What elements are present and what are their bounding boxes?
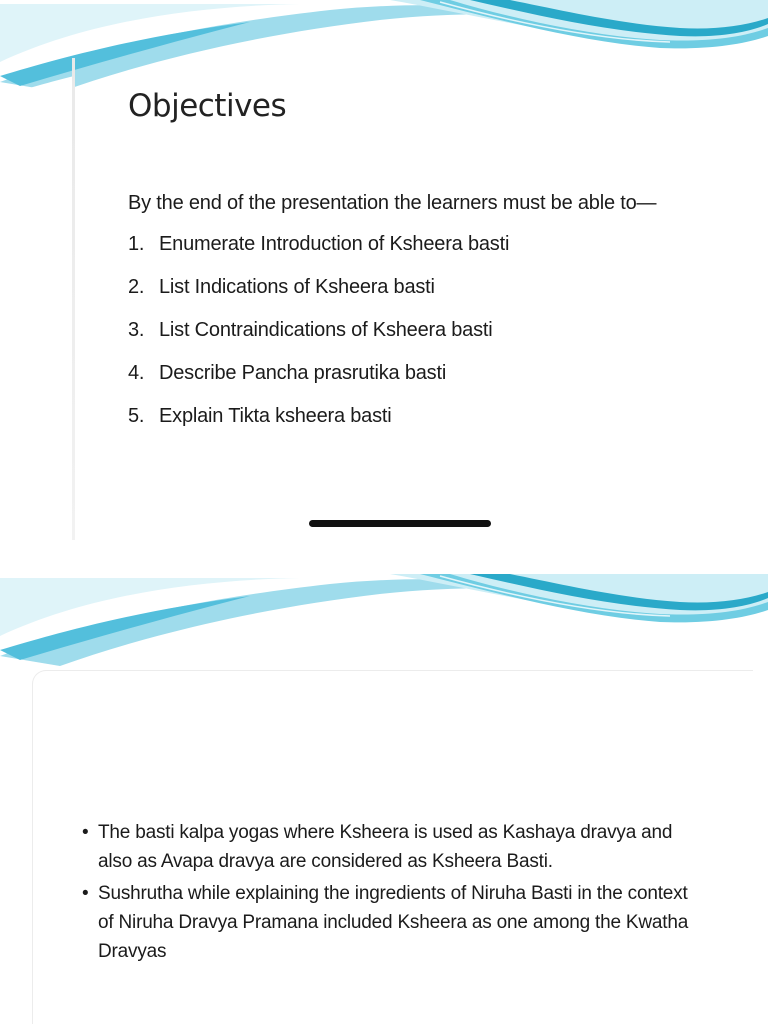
wave-banner xyxy=(0,574,768,684)
list-item: 1. Enumerate Introduction of Ksheera basti xyxy=(128,233,510,255)
bullet-list xyxy=(82,818,702,969)
objectives-list xyxy=(128,233,509,448)
objectives-intro: By the end of the presentation the learners must be able to— xyxy=(128,192,657,214)
slide-title: Objectives xyxy=(128,88,287,124)
slide-ksheera-basti xyxy=(0,574,768,1024)
panel-left-edge xyxy=(72,58,75,540)
list-item: 2. List Indications of Ksheera basti xyxy=(128,276,435,298)
wave-banner xyxy=(0,0,768,110)
list-item: • Sushrutha while explaining the ingredients of Niruha Basti in the context of Niruha Dravya Pramana included Ksheera as one among the Kwatha Dravyas xyxy=(82,879,702,966)
slide-divider xyxy=(0,540,768,574)
list-item: 3. List Contraindications of Ksheera basti xyxy=(128,319,493,341)
list-item: 4. Describe Pancha prasrutika basti xyxy=(128,362,447,384)
bullet-icon: • xyxy=(82,883,89,904)
bullet-icon: • xyxy=(82,822,89,843)
list-item: • The basti kalpa yogas where Ksheera is used as Kashaya dravya and also as Avapa dravya are considered as Ksheera Basti. xyxy=(82,818,702,876)
list-item: 5. Explain Tikta ksheera basti xyxy=(128,405,392,427)
home-indicator-bar[interactable] xyxy=(309,520,491,527)
